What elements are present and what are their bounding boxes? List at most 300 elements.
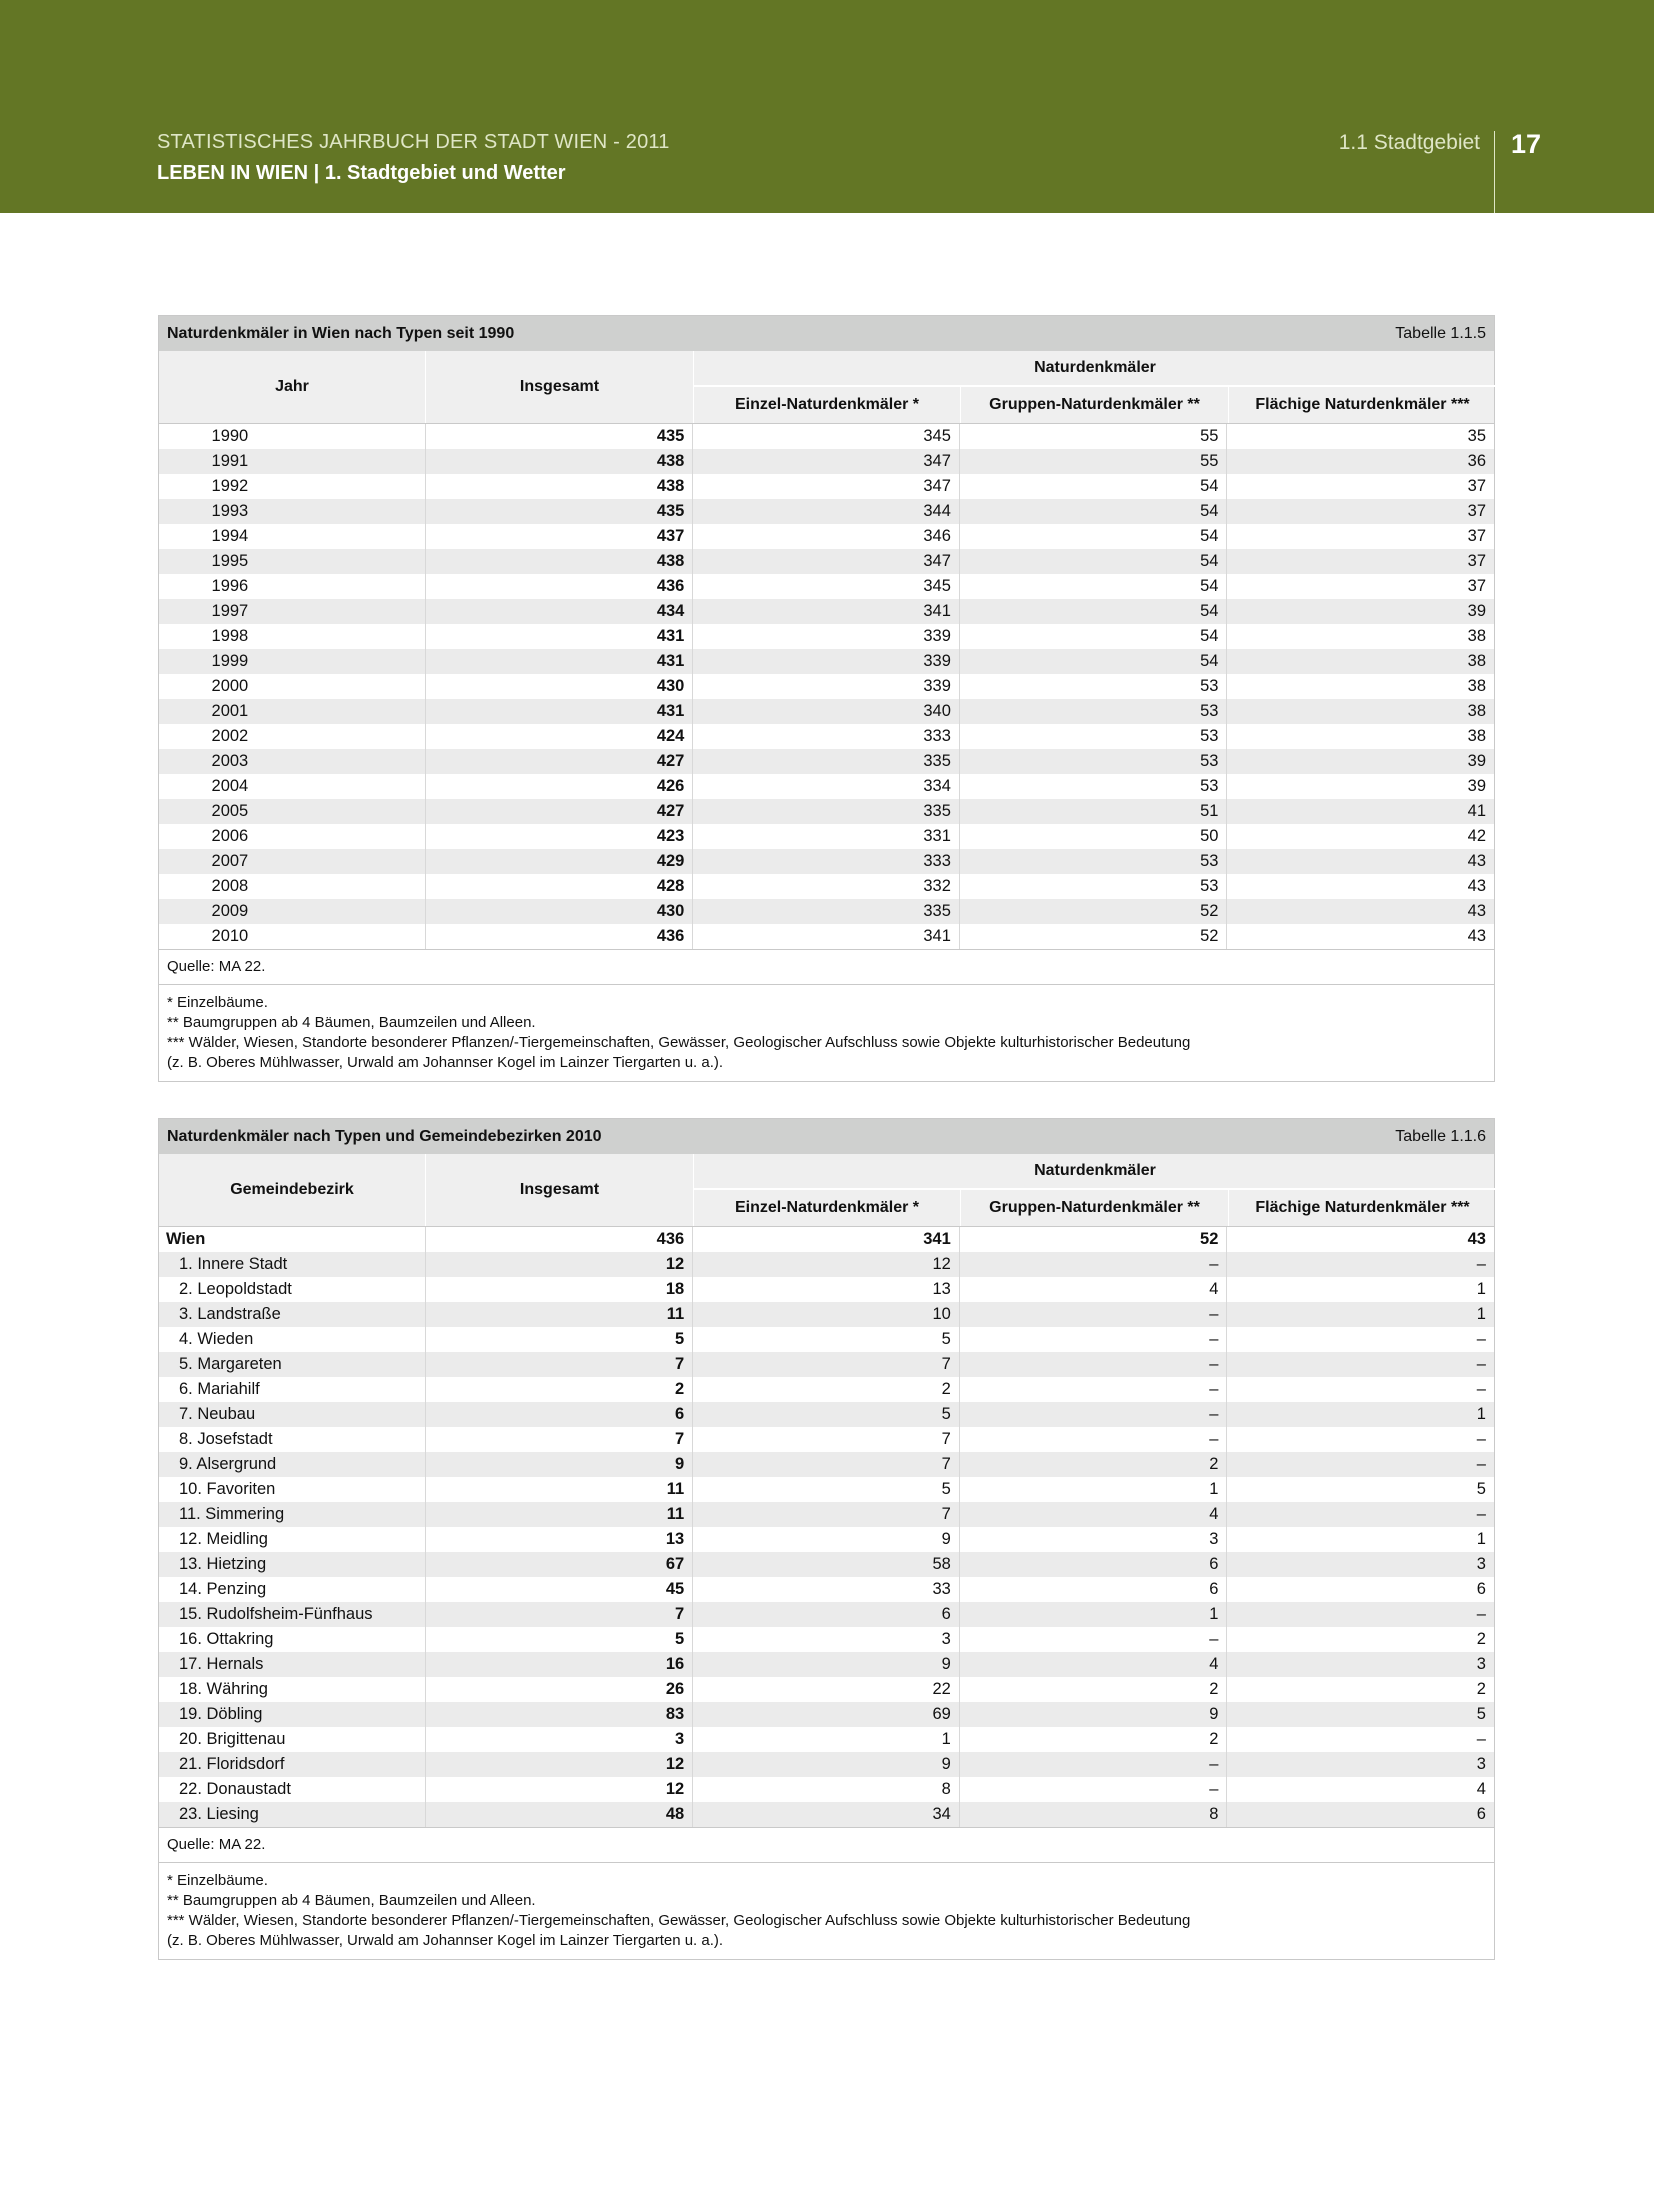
cell-flaechige: 1 (1476, 1280, 1486, 1298)
table-row (159, 549, 1494, 574)
cell-gruppen: – (960, 1352, 1228, 1377)
cell-gruppen: 55 (960, 449, 1228, 474)
cell-gruppen: 54 (960, 624, 1228, 649)
table-number: Tabelle 1.1.5 (1395, 324, 1486, 342)
cell-einzel: 58 (693, 1552, 960, 1577)
cell-einzel: 347 (693, 449, 960, 474)
cell-flaechige: 5 (1476, 1705, 1486, 1723)
table-row (159, 1577, 1494, 1602)
cell-bezirk: 20. Brigittenau (159, 1727, 426, 1752)
table-footnotes (159, 984, 1494, 1081)
cell-gruppen: 4 (960, 1652, 1228, 1677)
cell-jahr: 1994 (159, 524, 426, 549)
cell-flaechige: 38 (1467, 652, 1487, 670)
table-row (159, 1277, 1494, 1302)
header-divider (1494, 131, 1495, 213)
cell-insgesamt: 438 (426, 474, 694, 499)
table-footnotes (159, 1862, 1494, 1959)
cell-gruppen: 4 (960, 1502, 1228, 1527)
header-gemeindebezirk: Gemeindebezirk (159, 1154, 426, 1226)
cell-einzel: 7 (693, 1427, 960, 1452)
cell-einzel: 347 (693, 549, 960, 574)
cell-flaechige: – (1476, 1430, 1486, 1448)
table-row (159, 899, 1494, 924)
cell-jahr: 2005 (159, 799, 426, 824)
cell-einzel: 12 (693, 1252, 960, 1277)
cell-einzel: 7 (693, 1502, 960, 1527)
table-header (159, 1154, 1494, 1227)
table-row (159, 724, 1494, 749)
table-row (159, 874, 1494, 899)
table-row (159, 1627, 1494, 1652)
cell-einzel: 346 (693, 524, 960, 549)
cell-bezirk: 2. Leopoldstadt (159, 1277, 426, 1302)
footnote-line: (z. B. Oberes Mühlwasser, Urwald am Johannser Kogel im Lainzer Tiergarten u. a.). (167, 1932, 724, 1949)
cell-einzel: 7 (693, 1452, 960, 1477)
table-row (159, 1402, 1494, 1427)
cell-einzel: 3 (693, 1627, 960, 1652)
cell-insgesamt: 26 (426, 1677, 694, 1702)
table-title: Naturdenkmäler in Wien nach Typen seit 1990 (167, 324, 515, 342)
cell-einzel: 69 (693, 1702, 960, 1727)
table-row (159, 1377, 1494, 1402)
cell-insgesamt: 3 (426, 1727, 694, 1752)
table-row (159, 574, 1494, 599)
cell-gruppen: 4 (960, 1277, 1228, 1302)
cell-flaechige: 43 (1467, 852, 1487, 870)
table-row (159, 1602, 1494, 1627)
header-naturdenkmaeler: Naturdenkmäler (694, 1154, 1496, 1190)
cell-flaechige: 4 (1476, 1780, 1486, 1798)
table-body (159, 1227, 1494, 1827)
cell-flaechige: 2 (1476, 1680, 1486, 1698)
table-row (159, 474, 1494, 499)
table-row (159, 1302, 1494, 1327)
header-insgesamt: Insgesamt (426, 351, 694, 423)
cell-flaechige: 43 (1467, 877, 1487, 895)
cell-flaechige: – (1476, 1455, 1486, 1473)
cell-insgesamt: 11 (426, 1477, 694, 1502)
cell-jahr: 2000 (159, 674, 426, 699)
header-einzel: Einzel-Naturdenkmäler * (694, 387, 961, 423)
cell-einzel: 331 (693, 824, 960, 849)
cell-gruppen: 1 (960, 1477, 1228, 1502)
cell-gruppen: – (960, 1777, 1228, 1802)
cell-bezirk: 6. Mariahilf (159, 1377, 426, 1402)
cell-insgesamt: 438 (426, 549, 694, 574)
cell-einzel: 8 (693, 1777, 960, 1802)
cell-bezirk: 14. Penzing (159, 1577, 426, 1602)
cell-einzel: 335 (693, 799, 960, 824)
cell-jahr: 2002 (159, 724, 426, 749)
cell-gruppen: 8 (960, 1802, 1228, 1827)
header-gruppen: Gruppen-Naturdenkmäler ** (961, 387, 1229, 423)
table-row (159, 1527, 1494, 1552)
cell-insgesamt: 7 (426, 1427, 694, 1452)
cell-bezirk: 17. Hernals (159, 1652, 426, 1677)
cell-einzel: 34 (693, 1802, 960, 1827)
cell-jahr: 2010 (159, 924, 426, 949)
cell-gruppen: 2 (960, 1452, 1228, 1477)
section-label: 1.1 Stadtgebiet (1338, 131, 1480, 154)
table-row (159, 749, 1494, 774)
table-row (159, 774, 1494, 799)
cell-bezirk: 22. Donaustadt (159, 1777, 426, 1802)
cell-flaechige: 38 (1467, 727, 1487, 745)
cell-insgesamt: 18 (426, 1277, 694, 1302)
cell-flaechige: – (1476, 1355, 1486, 1373)
cell-insgesamt: 9 (426, 1452, 694, 1477)
cell-gruppen: 2 (960, 1677, 1228, 1702)
cell-flaechige: 43 (1467, 1230, 1486, 1248)
cell-insgesamt: 428 (426, 874, 694, 899)
table-naturdenkmaeler-bezirke-2010 (158, 1118, 1495, 1960)
cell-einzel: 335 (693, 899, 960, 924)
cell-flaechige: 3 (1476, 1555, 1486, 1573)
cell-gruppen: 53 (960, 724, 1228, 749)
cell-gruppen: 51 (960, 799, 1228, 824)
table-row (159, 1427, 1494, 1452)
cell-insgesamt: 436 (426, 1227, 694, 1252)
cell-einzel: 332 (693, 874, 960, 899)
cell-gruppen: 53 (960, 874, 1228, 899)
cell-gruppen: 53 (960, 674, 1228, 699)
cell-flaechige: 41 (1467, 802, 1487, 820)
cell-insgesamt: 431 (426, 699, 694, 724)
cell-bezirk: 12. Meidling (159, 1527, 426, 1552)
cell-flaechige: 1 (1476, 1530, 1486, 1548)
cell-jahr: 1992 (159, 474, 426, 499)
cell-gruppen: 54 (960, 649, 1228, 674)
cell-insgesamt: 12 (426, 1752, 694, 1777)
footnote-line: ** Baumgruppen ab 4 Bäumen, Baumzeilen und Alleen. (167, 1014, 536, 1031)
cell-bezirk: Wien (159, 1227, 426, 1252)
cell-bezirk: 16. Ottakring (159, 1627, 426, 1652)
table-row (159, 1502, 1494, 1527)
cell-jahr: 1990 (159, 424, 426, 449)
cell-insgesamt: 5 (426, 1327, 694, 1352)
cell-bezirk: 1. Innere Stadt (159, 1252, 426, 1277)
cell-insgesamt: 436 (426, 924, 694, 949)
cell-jahr: 1996 (159, 574, 426, 599)
cell-flaechige: – (1476, 1605, 1486, 1623)
cell-einzel: 9 (693, 1652, 960, 1677)
cell-insgesamt: 429 (426, 849, 694, 874)
cell-flaechige: 37 (1467, 552, 1487, 570)
cell-flaechige: 2 (1476, 1630, 1486, 1648)
cell-flaechige: 38 (1467, 627, 1487, 645)
cell-einzel: 341 (693, 1227, 960, 1252)
cell-gruppen: 2 (960, 1727, 1228, 1752)
cell-gruppen: 52 (960, 1227, 1228, 1252)
cell-gruppen: 55 (960, 424, 1228, 449)
table-source: Quelle: MA 22. (159, 949, 1494, 984)
footnote-line: *** Wälder, Wiesen, Standorte besonderer Pflanzen/-Tiergemeinschaften, Gewässer, Geologischer Aufschluss sowie Objekte kulturhistorischer Bedeutung (167, 1034, 1191, 1051)
cell-flaechige: 37 (1467, 577, 1487, 595)
cell-gruppen: – (960, 1302, 1228, 1327)
cell-bezirk: 13. Hietzing (159, 1552, 426, 1577)
cell-gruppen: 53 (960, 749, 1228, 774)
table-row (159, 499, 1494, 524)
table-row (159, 849, 1494, 874)
table-row (159, 699, 1494, 724)
cell-flaechige: 6 (1476, 1580, 1486, 1598)
cell-einzel: 9 (693, 1527, 960, 1552)
cell-bezirk: 7. Neubau (159, 1402, 426, 1427)
cell-bezirk: 10. Favoriten (159, 1477, 426, 1502)
cell-insgesamt: 7 (426, 1352, 694, 1377)
cell-jahr: 2007 (159, 849, 426, 874)
cell-flaechige: 3 (1476, 1655, 1486, 1673)
table-row (159, 1252, 1494, 1277)
footnote-line: * Einzelbäume. (167, 1872, 268, 1889)
header-naturdenkmaeler: Naturdenkmäler (694, 351, 1496, 387)
table-row (159, 1752, 1494, 1777)
cell-flaechige: 1 (1476, 1405, 1486, 1423)
header-jahr: Jahr (159, 351, 426, 423)
cell-bezirk: 23. Liesing (159, 1802, 426, 1827)
cell-insgesamt: 438 (426, 449, 694, 474)
cell-insgesamt: 48 (426, 1802, 694, 1827)
cell-einzel: 339 (693, 624, 960, 649)
table-row (159, 524, 1494, 549)
cell-gruppen: 54 (960, 599, 1228, 624)
cell-flaechige: 5 (1476, 1480, 1486, 1498)
cell-gruppen: 53 (960, 774, 1228, 799)
table-header (159, 351, 1494, 424)
page-number: 17 (1511, 129, 1542, 159)
cell-insgesamt: 436 (426, 574, 694, 599)
cell-insgesamt: 424 (426, 724, 694, 749)
header-insgesamt: Insgesamt (426, 1154, 694, 1226)
cell-flaechige: – (1476, 1330, 1486, 1348)
table-row (159, 1677, 1494, 1702)
cell-einzel: 345 (693, 424, 960, 449)
footnote-line: (z. B. Oberes Mühlwasser, Urwald am Johannser Kogel im Lainzer Tiergarten u. a.). (167, 1054, 724, 1071)
cell-flaechige: 38 (1467, 702, 1487, 720)
cell-flaechige: 39 (1467, 752, 1487, 770)
table-body (159, 424, 1494, 949)
cell-bezirk: 3. Landstraße (159, 1302, 426, 1327)
cell-flaechige: 39 (1467, 777, 1487, 795)
cell-bezirk: 8. Josefstadt (159, 1427, 426, 1452)
cell-flaechige: 43 (1467, 927, 1487, 945)
table-row (159, 1702, 1494, 1727)
cell-insgesamt: 430 (426, 674, 694, 699)
cell-insgesamt: 12 (426, 1252, 694, 1277)
cell-einzel: 344 (693, 499, 960, 524)
table-row (159, 924, 1494, 949)
cell-einzel: 1 (693, 1727, 960, 1752)
cell-einzel: 5 (693, 1477, 960, 1502)
cell-einzel: 33 (693, 1577, 960, 1602)
cell-insgesamt: 431 (426, 649, 694, 674)
cell-gruppen: 54 (960, 474, 1228, 499)
cell-flaechige: – (1476, 1255, 1486, 1273)
cell-insgesamt: 7 (426, 1602, 694, 1627)
cell-insgesamt: 67 (426, 1552, 694, 1577)
cell-flaechige: 43 (1467, 902, 1487, 920)
cell-flaechige: 38 (1467, 677, 1487, 695)
cell-gruppen: – (960, 1752, 1228, 1777)
header-gruppen: Gruppen-Naturdenkmäler ** (961, 1190, 1229, 1226)
table-row (159, 1327, 1494, 1352)
cell-insgesamt: 427 (426, 749, 694, 774)
header-einzel: Einzel-Naturdenkmäler * (694, 1190, 961, 1226)
cell-flaechige: – (1476, 1505, 1486, 1523)
table-naturdenkmaeler-seit-1990 (158, 315, 1495, 1082)
cell-gruppen: 54 (960, 549, 1228, 574)
cell-gruppen: 53 (960, 699, 1228, 724)
cell-einzel: 7 (693, 1352, 960, 1377)
cell-einzel: 10 (693, 1302, 960, 1327)
cell-einzel: 13 (693, 1277, 960, 1302)
cell-jahr: 2006 (159, 824, 426, 849)
cell-bezirk: 15. Rudolfsheim-Fünfhaus (159, 1602, 426, 1627)
table-title: Naturdenkmäler nach Typen und Gemeindebezirken 2010 (167, 1127, 602, 1145)
table-row (159, 674, 1494, 699)
cell-gruppen: – (960, 1427, 1228, 1452)
cell-einzel: 341 (693, 924, 960, 949)
cell-gruppen: 54 (960, 574, 1228, 599)
cell-bezirk: 5. Margareten (159, 1352, 426, 1377)
cell-gruppen: 52 (960, 924, 1228, 949)
cell-jahr: 1991 (159, 449, 426, 474)
cell-flaechige: 3 (1476, 1755, 1486, 1773)
cell-insgesamt: 5 (426, 1627, 694, 1652)
cell-flaechige: 37 (1467, 477, 1487, 495)
cell-jahr: 2004 (159, 774, 426, 799)
cell-gruppen: – (960, 1402, 1228, 1427)
cell-insgesamt: 431 (426, 624, 694, 649)
cell-insgesamt: 45 (426, 1577, 694, 1602)
table-number: Tabelle 1.1.6 (1395, 1127, 1486, 1145)
page-header (0, 0, 1654, 213)
table-row (159, 1802, 1494, 1827)
cell-gruppen: 54 (960, 499, 1228, 524)
footnote-line: * Einzelbäume. (167, 994, 268, 1011)
cell-gruppen: – (960, 1327, 1228, 1352)
cell-flaechige: 35 (1467, 427, 1487, 445)
cell-jahr: 1997 (159, 599, 426, 624)
cell-gruppen: – (960, 1627, 1228, 1652)
yearbook-title: STATISTISCHES JAHRBUCH DER STADT WIEN - 2011 (157, 131, 670, 153)
cell-gruppen: – (960, 1377, 1228, 1402)
cell-einzel: 22 (693, 1677, 960, 1702)
cell-insgesamt: 435 (426, 499, 694, 524)
cell-insgesamt: 6 (426, 1402, 694, 1427)
cell-gruppen: 50 (960, 824, 1228, 849)
cell-einzel: 9 (693, 1752, 960, 1777)
cell-einzel: 334 (693, 774, 960, 799)
table-row (159, 1227, 1494, 1252)
cell-insgesamt: 427 (426, 799, 694, 824)
cell-insgesamt: 437 (426, 524, 694, 549)
cell-insgesamt: 16 (426, 1652, 694, 1677)
cell-einzel: 6 (693, 1602, 960, 1627)
cell-einzel: 339 (693, 649, 960, 674)
cell-bezirk: 19. Döbling (159, 1702, 426, 1727)
cell-flaechige: 37 (1467, 527, 1487, 545)
header-flaechige: Flächige Naturdenkmäler *** (1255, 1199, 1470, 1216)
header-flaechige: Flächige Naturdenkmäler *** (1255, 396, 1470, 413)
cell-insgesamt: 435 (426, 424, 694, 449)
cell-einzel: 5 (693, 1327, 960, 1352)
cell-gruppen: 6 (960, 1552, 1228, 1577)
cell-insgesamt: 12 (426, 1777, 694, 1802)
cell-gruppen: – (960, 1252, 1228, 1277)
cell-gruppen: 6 (960, 1577, 1228, 1602)
table-row (159, 1452, 1494, 1477)
cell-bezirk: 11. Simmering (159, 1502, 426, 1527)
cell-einzel: 333 (693, 849, 960, 874)
cell-insgesamt: 434 (426, 599, 694, 624)
table-row (159, 449, 1494, 474)
chapter-subtitle: LEBEN IN WIEN | 1. Stadtgebiet und Wetter (157, 162, 566, 184)
cell-einzel: 335 (693, 749, 960, 774)
cell-bezirk: 18. Währing (159, 1677, 426, 1702)
cell-jahr: 1998 (159, 624, 426, 649)
cell-flaechige: 6 (1476, 1805, 1486, 1823)
cell-gruppen: 53 (960, 849, 1228, 874)
table-row (159, 1477, 1494, 1502)
cell-gruppen: 9 (960, 1702, 1228, 1727)
cell-insgesamt: 423 (426, 824, 694, 849)
table-row (159, 1777, 1494, 1802)
cell-flaechige: 1 (1476, 1305, 1486, 1323)
cell-einzel: 341 (693, 599, 960, 624)
cell-insgesamt: 2 (426, 1377, 694, 1402)
cell-jahr: 2009 (159, 899, 426, 924)
table-row (159, 1652, 1494, 1677)
cell-insgesamt: 430 (426, 899, 694, 924)
cell-insgesamt: 11 (426, 1502, 694, 1527)
cell-gruppen: 1 (960, 1602, 1228, 1627)
table-caption (159, 1119, 1494, 1154)
table-row (159, 1552, 1494, 1577)
cell-flaechige: 39 (1467, 602, 1487, 620)
table-source: Quelle: MA 22. (159, 1827, 1494, 1862)
cell-jahr: 2003 (159, 749, 426, 774)
cell-jahr: 1999 (159, 649, 426, 674)
footnote-line: *** Wälder, Wiesen, Standorte besonderer Pflanzen/-Tiergemeinschaften, Gewässer, Geologischer Aufschluss sowie Objekte kulturhistorischer Bedeutung (167, 1912, 1191, 1929)
table-row (159, 1352, 1494, 1377)
cell-einzel: 333 (693, 724, 960, 749)
table-row (159, 799, 1494, 824)
cell-einzel: 2 (693, 1377, 960, 1402)
cell-jahr: 1993 (159, 499, 426, 524)
cell-einzel: 340 (693, 699, 960, 724)
cell-flaechige: 36 (1467, 452, 1487, 470)
cell-flaechige: – (1476, 1380, 1486, 1398)
cell-flaechige: 37 (1467, 502, 1487, 520)
table-row (159, 424, 1494, 449)
table-row (159, 624, 1494, 649)
cell-jahr: 2008 (159, 874, 426, 899)
cell-gruppen: 54 (960, 524, 1228, 549)
cell-flaechige: 42 (1467, 827, 1487, 845)
cell-jahr: 1995 (159, 549, 426, 574)
cell-insgesamt: 13 (426, 1527, 694, 1552)
table-row (159, 1727, 1494, 1752)
cell-einzel: 347 (693, 474, 960, 499)
cell-bezirk: 9. Alsergrund (159, 1452, 426, 1477)
footnote-line: ** Baumgruppen ab 4 Bäumen, Baumzeilen und Alleen. (167, 1892, 536, 1909)
cell-einzel: 5 (693, 1402, 960, 1427)
table-caption (159, 316, 1494, 351)
cell-gruppen: 52 (960, 899, 1228, 924)
cell-bezirk: 21. Floridsdorf (159, 1752, 426, 1777)
